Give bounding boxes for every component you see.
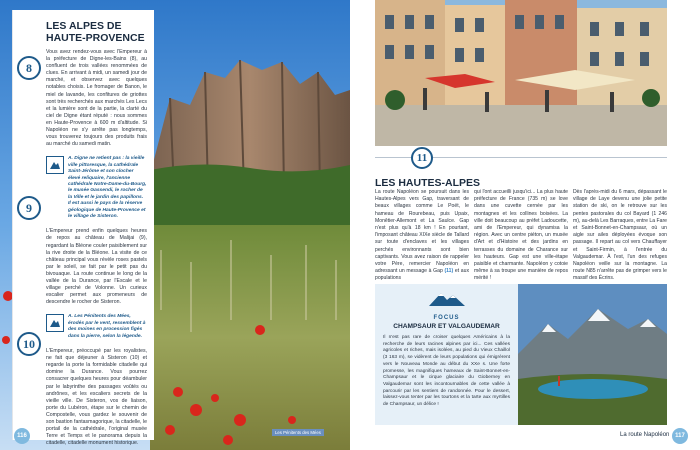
step-marker-11: 11 xyxy=(411,147,433,169)
caption-block-2 xyxy=(46,314,147,340)
caption-text-1: A. Digne ne retient pas : la vieille ville pittoresque, la cathédrale Saint-Jérôme et son clocher élevé reliquaire, l'ancienne cathédrale Notre-Dame-du-Bourg, le musée Gassendi, le rocher de la Ville et le jardin des papillons. Il est aussi le pays de la réserve géologique de Haute-Provence et le village de Sisteron. xyxy=(68,156,147,219)
mountain-icon xyxy=(46,314,64,332)
page-number-right: 117 xyxy=(672,428,688,444)
focus-mountain-icon xyxy=(383,290,510,313)
focus-text: Il n'est pas rare de croiser quelques Américains à la recherche de leurs racines alpines par ici... Ces vallées agricoles et riches, mais isolées, au pied du Vieux Chaillol (3 163 m), se vidèrent de leurs populations qui émigrèrent vers le Nouveau Monde au début du XXe s. Une forte promesse, les magnifiques hameaux de Saint-Bonnet-en-Champsaur et le cirque glaciaire du Gioberney en Valgaudemar sont les incontournables de cette vallée à parcourir par les sentiers de randonnée. Pour le dessert, laissez-vous tenter par les tourtons et la tarte aux myrtilles de Champsaur, un délice ! xyxy=(383,335,510,408)
left-text-column xyxy=(12,10,154,447)
right-column-2: qui l'ont accueilli jusqu'ici... La plus haute préfecture de France (735 m) se love dans une cuvette cernée par les montagnes et les collines boisées. La ville doit beaucoup au préfet Ladoucette, ami de l'Empereur, qui dynamisa la région. Avec un centre piéton, un musée d'Art et d'Histoire et des jardins en terrasses du domaine de Charance sur les hauteurs. Gap est une ville-étape paisible et charmante. Napoléon y cotoie même à sa troupe une manière de repos mérité ! xyxy=(474,189,568,282)
mountain-icon xyxy=(46,156,64,174)
step-marker-8: 8 xyxy=(17,56,41,80)
right-column-1-text: La route Napoléon se poursuit dans les Hautes-Alpes vers Gap, traversant de beaux villages comme Le Poët, le hameau de Rourebeau, puis Upaix, Monêtier-Allemont et La Saulce. Gap n'est plus qu'à 18 km ! En pourtant, l'imposant château XIXe siècle de Tallard sur toute d'enclaves et les villages perchés environnants sont bien captivants. Vous avez raison de rappeler votre Père, remercier Napoléon en adressant un message à Gap xyxy=(375,189,469,275)
step-marker-9: 9 xyxy=(17,196,41,220)
caption-block-1 xyxy=(46,156,147,220)
page-number-left: 116 xyxy=(14,428,30,444)
focus-box xyxy=(375,284,667,425)
right-column-1 xyxy=(375,189,469,283)
focus-text-panel xyxy=(375,284,518,425)
focus-tag: FOCUS xyxy=(433,315,460,321)
caption-text-2: A. Les Pénitents des Mées, érodés par le vent, ressemblent à des moines en procession figés dans la pierre, selon la légende. xyxy=(68,314,146,339)
photo-caption-label: Les Pénitents des Mées xyxy=(272,429,324,436)
right-column-1-tail: et aux populations xyxy=(375,268,469,282)
right-column-3: Dès l'après-midi du 6 mars, dépassant le village de Laye devenu une jolie petite station de ski, on le retrouve sur les pentes pastorales du col Bayard (1 246 m), au-delà Les Barraques, entre La Fare et Saint-Bonnet-en-Champsaur, où un aigle sur ailes déployées évoque son passage. Il repart au col vers Chauffayer et Saint-Firmin, à l'entrée du Valgaudemar. À l'est, l'un des refuges Napoléon veille sur la montagne. La route N85 n'arrête pas de grimper vers le massif des Écrins. xyxy=(573,189,667,282)
town-square-photo xyxy=(375,0,667,146)
left-paragraph-1: Vous avez rendez-vous avec l'Empereur à la préfecture de Digne-les-Bains (8), au confluent de trois vallées renommées de clues. En arrivant à midi, un samedi jour de marché, et observez avec quelques notables choisis. Le fromager de Banon, le miel de lavande, les confitures de griottes sont très recherchés aux marchés Les Lecs et la lumière sont de la partie, la clarté du ciel de Digne étant réputé : nous sommes en Haute-Provence à 600 m d'altitude. Si Napoléon ne s'y arrête pas longtemps, vous trouverez toujours des produits frais au marché du samedi matin. xyxy=(46,49,147,148)
left-section-title: LES ALPES DE HAUTE-PROVENCE xyxy=(46,20,145,44)
lake-mountain-photo xyxy=(518,284,667,425)
step-marker-10: 10 xyxy=(17,332,41,356)
step-reference-11: (11) xyxy=(444,268,454,275)
left-paragraph-3: L'Empereur, préoccupé par les royalistes, ne fait que déjeuner à Sisteron (10) et regarde la porte la formidable citadelle qui domine la Durance. Vous pourrez consacrer quelques heures pour déambuler par le labyrinthe des passages voûtés ou andrônes, et les escaliers secrets de la vieille ville. De Sisteron, vos de liaison, porte du Lubéron, étape sur le chemin de Compostelle, vous gardez le souvenir de son bastion fantasmagorique, la citadelle, le portail de la cathédrale, l'original musée Terre et Temps et le panorama depuis la citadelle, citadelle monument historique. xyxy=(46,348,147,447)
focus-heading: CHAMPSAUR ET VALGAUDEMAR xyxy=(393,323,500,330)
right-section-title: LES HAUTES-ALPES xyxy=(375,177,481,189)
left-paragraph-2: L'Empereur prend enfin quelques heures de repos au château de Malijai (9), regardant la Bléone couler paisiblement sur la rive droite de la Bléone. La visite de ce château principal vous révèle roses pastels par le soleil, se fait par le petit pas du bivouaque. La route continue le long de la vallée de la Durance, par l'Escale et le village perché de Volonne. Un curieux escalier permet aux promeneurs de descendre le rocher de Sisteron. xyxy=(46,228,147,306)
footer-running-title: La route Napoléon xyxy=(620,432,670,438)
